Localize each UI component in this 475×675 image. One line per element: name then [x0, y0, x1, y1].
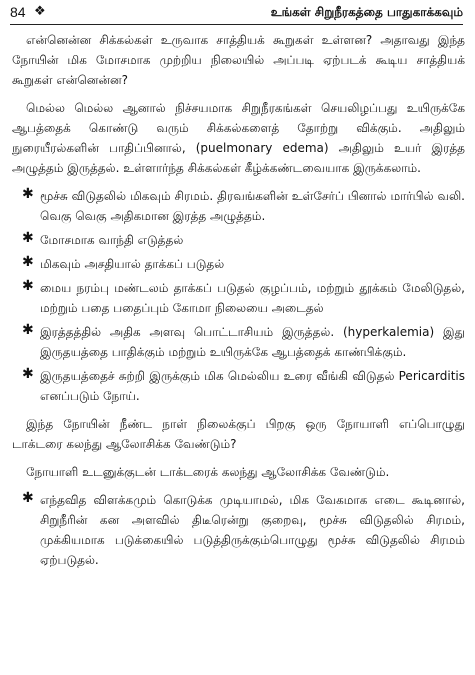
header-rule: [10, 24, 463, 25]
list-item-text: இரத்தத்தில் அதிக அளவு பொட்டாசியம் இருத்தல். (hyperkalemia) இது இருதயத்தை பாதிக்கும் மற்றும் உயிருக்கே ஆபத்தைக் காண்பிக்கும்.: [40, 325, 465, 359]
bullet-icon: ✱: [22, 366, 34, 382]
ornament-icon: ❖: [34, 4, 46, 19]
list-item-text: மூச்சு விடுதலில் மிகவும் சிரமம். திரவங்களின் உள்சேர்ப் பினால் மார்பில் வலி. வெகு வெகு அதிகமான இரத்த அழுத்தம்.: [40, 189, 465, 223]
list-item-text: எந்தவித விளக்கமும் கொடுக்க முடியாமல், மிக வேகமாக எடை கூடினால், சிறுநீரின் கன அளவில் திடீரென்று குறைவு, மூச்சு விடுதலில் சிரமம், முக்கியமாக படுக்கையில் படுத்திருக்கும்பொழுது மூச்சு விடுதலில் சிரமம் ஏற்படுதல்.: [40, 493, 465, 567]
list-item-text: மிகவும் அசதியால் தாக்கப் படுதல்: [40, 257, 225, 271]
bullet-icon: ✱: [22, 322, 34, 338]
bullet-icon: ✱: [22, 186, 34, 202]
list-item: [12, 490, 465, 570]
bullet-icon: ✱: [22, 490, 34, 506]
bullet-list-1: [12, 186, 465, 406]
paragraph-1: மெல்ல மெல்ல ஆனால் நிச்சயமாக சிறுநீரகங்கள் செயலிழப்பது உயிருக்கே ஆபத்தைக் கொண்டு வரும் சிக்கல்களைத் தோற்று விக்கும். அதிலும் நுரையீரல்களின் பாதிப்பினால், (puelmonary edema) அதிலும் உயர் இரத்த அழுத்தம் இருத்தல். உள்ளார்ந்த சிக்கல்கள் கீழ்க்கண்டவையாக இருக்கலாம்.: [12, 101, 465, 175]
bullet-list-2: [12, 490, 465, 570]
page-body: [12, 30, 465, 578]
list-item: [12, 366, 465, 406]
bullet-icon: ✱: [22, 254, 34, 270]
list-item: [12, 254, 465, 274]
running-title: உங்கள் சிறுநீரகத்தை பாதுகாக்கவும்: [270, 5, 463, 19]
page-number: 84: [10, 4, 26, 20]
question-1: என்னென்ன சிக்கல்கள் உருவாக சாத்தியக் கூறுகள் உள்ளன? அதாவது இந்த நோயின் மிக மோசமாக முற்றிய நிலையில் அப்படி ஏற்படக் கூடிய சாத்தியக் கூறுகள் என்னென்ன?: [12, 33, 465, 87]
bullet-icon: ✱: [22, 230, 34, 246]
question-2: இந்த நோயின் நீண்ட நாள் நிலைக்குப் பிறகு ஒரு நோயாளி எப்பொழுது டாக்டரை கலந்து ஆலோசிக்க வேண்டும்?: [12, 417, 465, 451]
page-header: [10, 4, 463, 26]
bullet-icon: ✱: [22, 278, 34, 294]
list-item-text: மைய நரம்பு மண்டலம் தாக்கப் படுதல் குழப்பம், மற்றும் தூக்கம் மேலிடுதல், மற்றும் பதை பதைப்பும் கோமா நிலையை அடைதல்: [40, 281, 465, 315]
list-item: [12, 230, 465, 250]
list-item-text: மோசமாக வாந்தி எடுத்தல்: [40, 233, 184, 247]
list-item: [12, 186, 465, 226]
list-item: [12, 278, 465, 318]
paragraph-2: நோயாளி உடனுக்குடன் டாக்டரைக் கலந்து ஆலோசிக்க வேண்டும்.: [26, 465, 390, 479]
list-item-text: இருதயத்தைச் சுற்றி இருக்கும் மிக மெல்லிய உரை வீங்கி விடுதல் Pericarditis எனப்படும் நோய்.: [40, 369, 465, 403]
list-item: [12, 322, 465, 362]
